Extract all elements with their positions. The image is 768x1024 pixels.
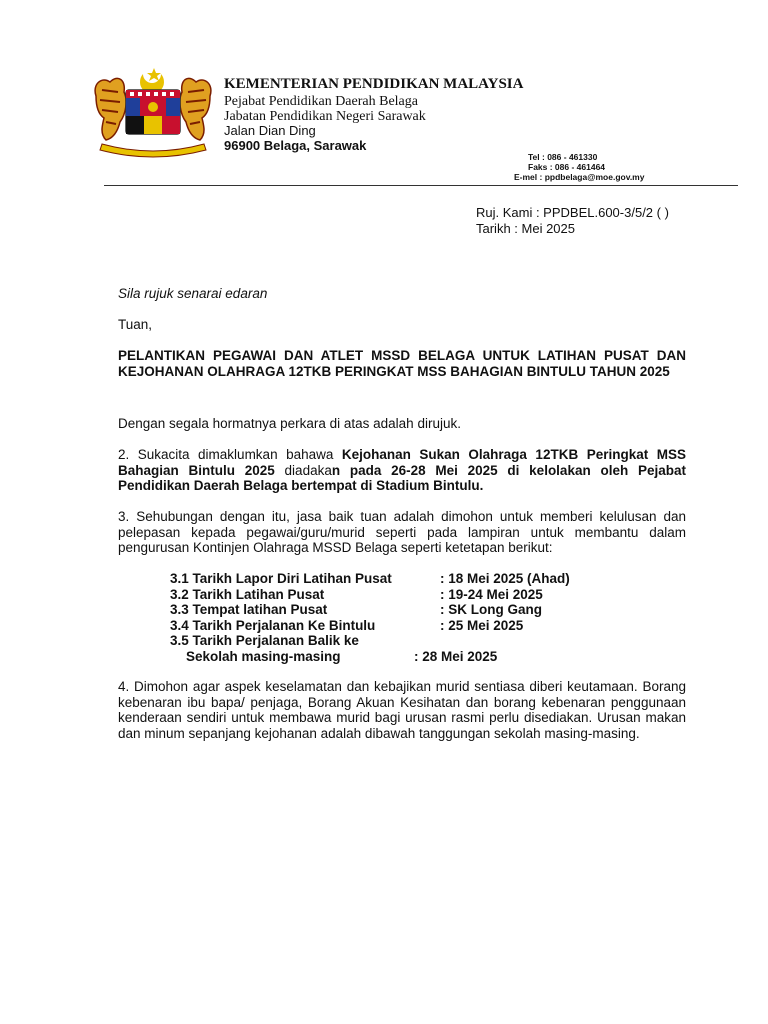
- item-value: : 19-24 Mei 2025: [440, 586, 543, 602]
- list-item: [170, 618, 690, 634]
- coat-of-arms-logo: [88, 66, 218, 158]
- contact-email: E-mel : ppdbelaga@moe.gov.my: [514, 172, 645, 182]
- department-name: Jabatan Pendidikan Negeri Sarawak: [224, 109, 426, 124]
- contact-fax: Faks : 086 - 461464: [528, 162, 606, 172]
- letter-subject: PELANTIKAN PEGAWAI DAN ATLET MSSD BELAGA UNTUK LATIHAN PUSAT DAN KEJOHANAN OLAHRAGA 12TKB PERINGKAT MSS BAHAGIAN BINTULU TAHUN 2025: [118, 348, 686, 379]
- item-value: : 25 Mei 2025: [440, 617, 524, 633]
- paragraph-4: 4. Dimohon agar aspek keselamatan dan kebajikan murid sentiasa diberi keutamaan. Borang kebenaran ibu bapa/ penjaga, Borang Akuan Kesihatan dan borang kebenaran penggunaan kenderaan sendiri untuk membawa murid bagi urusan rasmi perlu disediakan. Urusan makan dan minum sepanjang kejohanan adalah dibawah tanggungan sekolah masing-masing.: [118, 679, 686, 741]
- item-label: Sekolah masing-masing: [186, 648, 341, 664]
- item-value: : SK Long Gang: [440, 602, 542, 617]
- item-label: 3.4 Tarikh Perjalanan Ke Bintulu: [170, 617, 376, 633]
- list-item: [170, 587, 690, 603]
- list-item: [170, 649, 690, 665]
- item-label: 3.2 Tarikh Latihan Pusat: [170, 586, 325, 602]
- office-name: Pejabat Pendidikan Daerah Belaga: [224, 94, 418, 109]
- p2-event-name: Kejohanan Sukan Olahraga 12TKB Peringkat MSS Bahagian Bintulu 2025: [118, 447, 686, 478]
- schedule-list: [170, 571, 690, 664]
- list-item: [170, 602, 690, 618]
- item-label: 3.3 Tempat latihan Pusat: [170, 602, 328, 617]
- address-postcode: 96900 Belaga, Sarawak: [224, 138, 367, 153]
- item-value: : 18 Mei 2025 (Ahad): [440, 571, 570, 586]
- ministry-name: KEMENTERIAN PENDIDIKAN MALAYSIA: [224, 76, 524, 92]
- header-divider: [104, 185, 738, 186]
- item-label: 3.5 Tarikh Perjalanan Balik ke: [170, 633, 359, 648]
- coat-of-arms-icon: [88, 66, 218, 158]
- reference-number: Ruj. Kami : PPDBEL.600-3/5/2 ( ): [476, 205, 669, 220]
- paragraph-3: 3. Sehubungan dengan itu, jasa baik tuan adalah dimohon untuk memberi kelulusan dan pelepasan kepada pegawai/guru/murid seperti pada lampiran untuk membantu dalam pengurusan Kontinjen Olahraga MSSD Belaga seperti ketetapan berikut:: [118, 509, 686, 555]
- item-value: : 28 Mei 2025: [414, 648, 498, 664]
- paragraph-2: [118, 447, 686, 494]
- p2-text-c: diadaka: [274, 462, 332, 478]
- p2-text-a: 2. Sukacita dimaklumkan bahawa: [118, 447, 342, 462]
- opening-paragraph: Dengan segala hormatnya perkara di atas adalah dirujuk.: [118, 416, 461, 431]
- list-item: [170, 571, 690, 587]
- item-label: 3.1 Tarikh Lapor Diri Latihan Pusat: [170, 571, 392, 586]
- p2-event-details: n pada 26-28 Mei 2025 di kelolakan oleh Pejabat Pendidikan Daerah Belaga bertempat di Stadium Bintulu.: [118, 462, 686, 493]
- salutation: Tuan,: [118, 317, 153, 332]
- address-street: Jalan Dian Ding: [224, 123, 316, 138]
- contact-tel: Tel : 086 - 461330: [528, 152, 598, 162]
- reference-date: Tarikh : Mei 2025: [476, 221, 575, 236]
- list-item: [170, 633, 690, 649]
- circulation-note: Sila rujuk senarai edaran: [118, 286, 268, 301]
